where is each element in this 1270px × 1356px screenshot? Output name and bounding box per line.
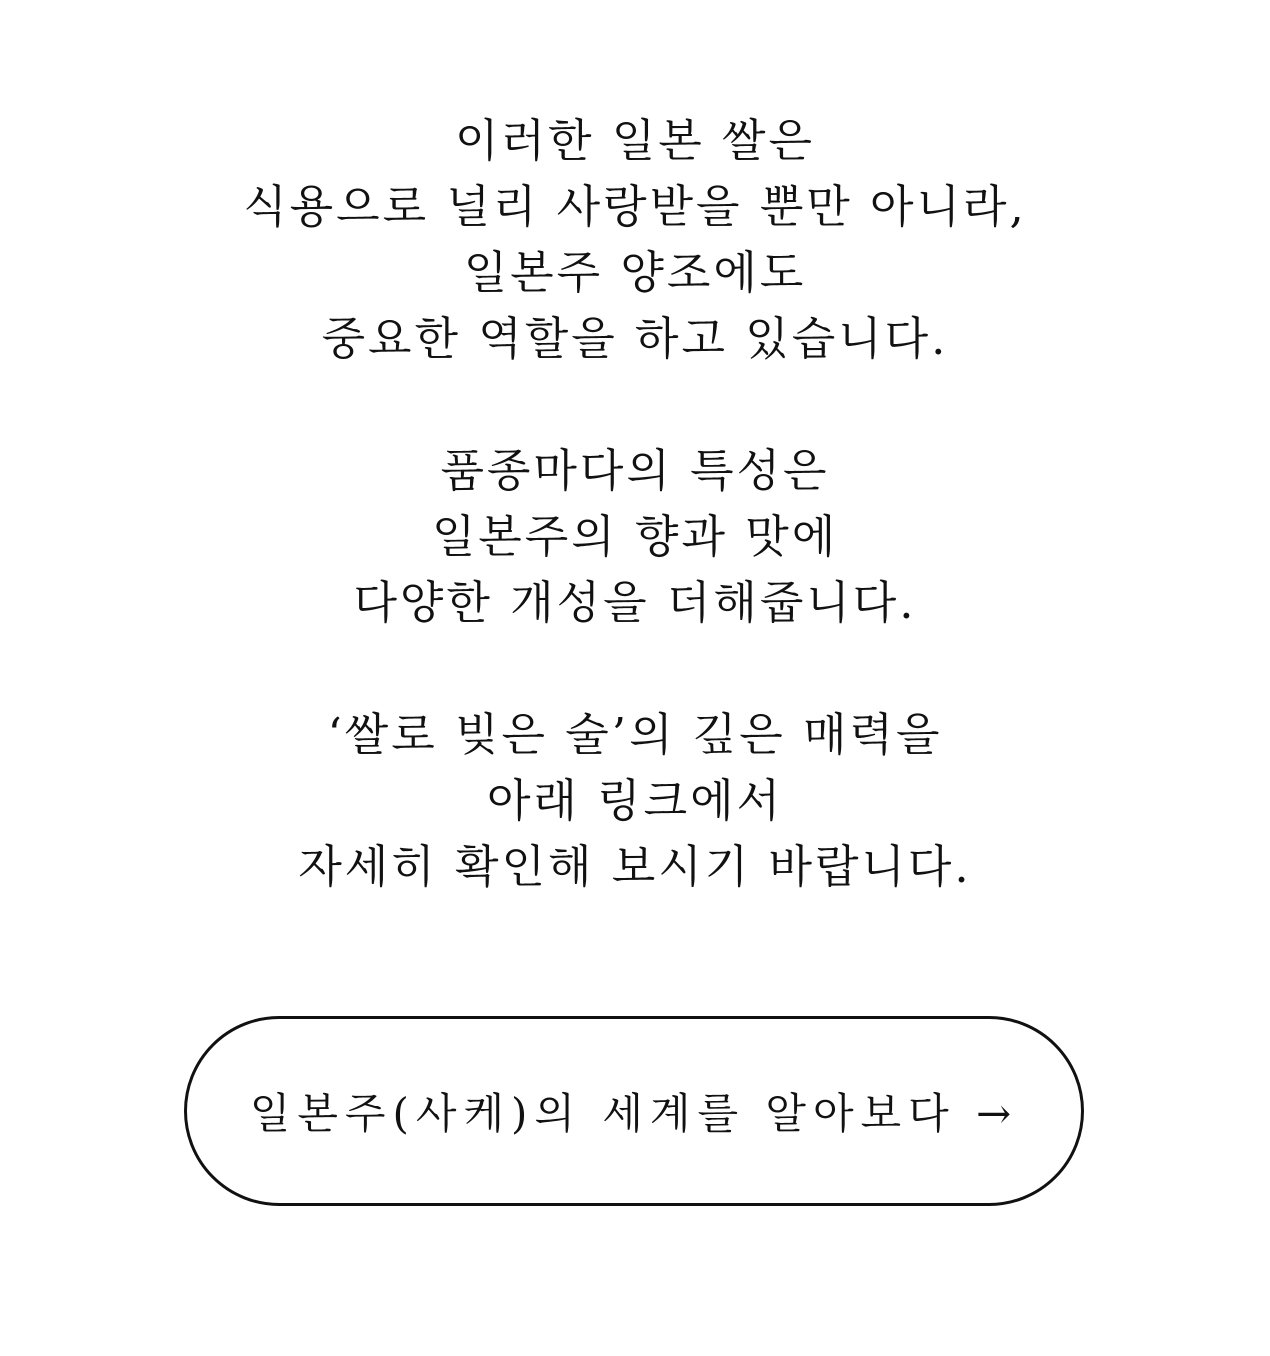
paragraph-link-invite <box>0 702 1270 900</box>
text-line: 일본주의 향과 맛에 <box>431 510 839 563</box>
article-body <box>0 108 1270 900</box>
text-line: 다양한 개성을 더해줍니다. <box>353 576 917 629</box>
text-line: 일본주 양조에도 <box>463 246 807 299</box>
text-line: 품종마다의 특성은 <box>440 444 830 497</box>
paragraph-rice-brewing <box>0 108 1270 372</box>
text-line: ‘쌀로 빚은 술’의 깊은 매력을 <box>327 708 943 761</box>
explore-sake-button-label: 일본주(사케)의 세계를 알아보다 → <box>249 1089 1019 1138</box>
text-line: 자세히 확인해 보시기 바랍니다. <box>298 840 972 893</box>
paragraph-variety-traits <box>0 438 1270 636</box>
text-line: 중요한 역할을 하고 있습니다. <box>321 312 949 365</box>
text-line: 이러한 일본 쌀은 <box>455 114 815 167</box>
text-line: 식용으로 널리 사랑받을 뿐만 아니라, <box>243 180 1027 233</box>
text-line: 아래 링크에서 <box>486 774 784 827</box>
explore-sake-button[interactable] <box>184 1016 1084 1206</box>
